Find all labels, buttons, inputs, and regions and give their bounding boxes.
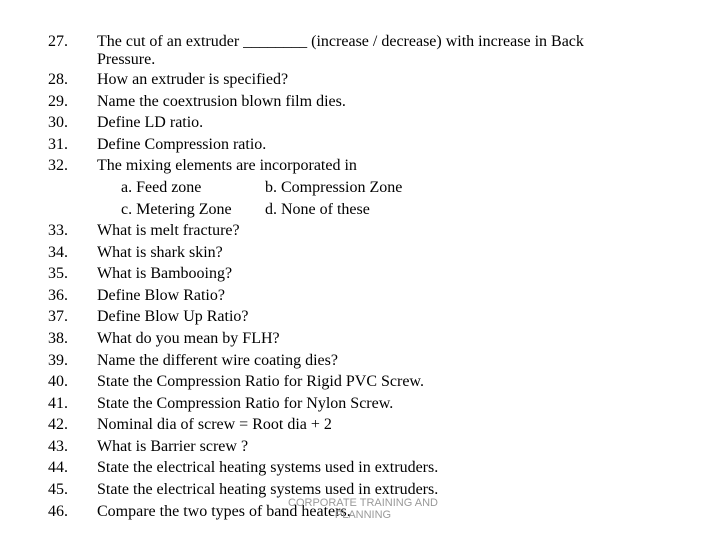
question-text: State the electrical heating systems used in extruders. <box>97 459 439 476</box>
question-number: 45. <box>48 481 68 498</box>
question-text: Compare the two types of band heaters. <box>97 503 351 520</box>
question-text: What is Barrier screw ? <box>97 438 249 455</box>
question-text: How an extruder is specified? <box>97 71 289 88</box>
question-text: What is Bambooing? <box>97 265 233 282</box>
question-number: 41. <box>48 395 68 412</box>
question-number: 28. <box>48 71 68 88</box>
question-text: The mixing elements are incorporated in <box>97 157 357 174</box>
option-b: b. Compression Zone <box>265 179 403 196</box>
question-number: 43. <box>48 438 68 455</box>
question-number: 44. <box>48 459 68 476</box>
question-number: 32. <box>48 157 68 174</box>
question-number: 39. <box>48 352 68 369</box>
question-number: 38. <box>48 330 68 347</box>
question-number: 46. <box>48 503 68 520</box>
question-number: 35. <box>48 265 68 282</box>
question-text: What do you mean by FLH? <box>97 330 280 347</box>
question-text: Define LD ratio. <box>97 114 204 131</box>
question-text: Nominal dia of screw = Root dia + 2 <box>97 416 332 433</box>
question-text: Define Compression ratio. <box>97 136 267 153</box>
question-text: State the Compression Ratio for Nylon Screw. <box>97 395 394 412</box>
question-number: 30. <box>48 114 68 131</box>
question-number: 33. <box>48 222 68 239</box>
question-text: What is melt fracture? <box>97 222 240 239</box>
question-number: 27. <box>48 33 68 50</box>
question-number: 37. <box>48 308 68 325</box>
question-number: 31. <box>48 136 68 153</box>
question-number: 29. <box>48 93 68 110</box>
footer-watermark: CORPORATE TRAINING AND PLANNING <box>288 497 438 521</box>
option-d: d. None of these <box>265 201 370 218</box>
question-text: The cut of an extruder ________ (increase / decrease) with increase in Back <box>97 33 584 50</box>
question-text: Name the different wire coating dies? <box>97 352 338 369</box>
question-number: 42. <box>48 416 68 433</box>
option-a: a. Feed zone <box>121 179 202 196</box>
question-number: 34. <box>48 244 68 261</box>
option-c: c. Metering Zone <box>121 201 232 218</box>
question-text: What is shark skin? <box>97 244 223 261</box>
question-number: 36. <box>48 287 68 304</box>
question-text: Define Blow Up Ratio? <box>97 308 249 325</box>
question-text: Define Blow Ratio? <box>97 287 225 304</box>
question-text: State the Compression Ratio for Rigid PVC Screw. <box>97 373 424 390</box>
question-text: Name the coextrusion blown film dies. <box>97 93 346 110</box>
question-text: State the electrical heating systems used in extruders. <box>97 481 439 498</box>
question-text: Pressure. <box>97 51 156 68</box>
question-number: 40. <box>48 373 68 390</box>
